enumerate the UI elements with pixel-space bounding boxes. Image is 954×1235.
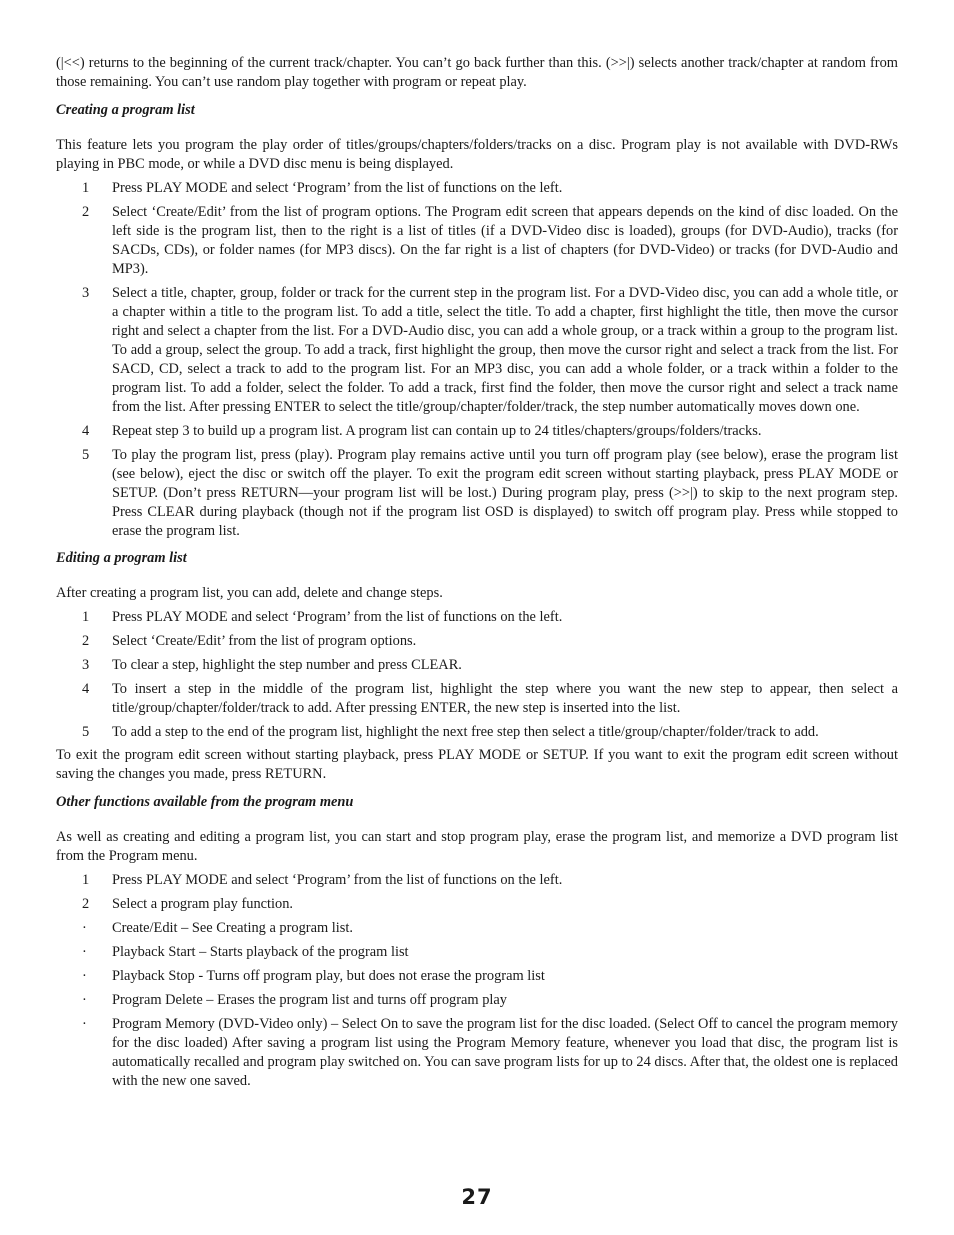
list-item-text: Playback Start – Starts playback of the program list bbox=[112, 944, 409, 960]
section-creating bbox=[56, 101, 898, 541]
list-item-marker: 2 bbox=[82, 896, 90, 912]
list-item-text: Select a program play function. bbox=[112, 896, 294, 912]
list-item-text: Program Memory (DVD-Video only) – Select On to save the program list for the disc loaded. (Select Off to cancel the program memory for the disc loaded) After saving a program list using the Program Memory feature, whenever you load that disc, the program list is automatically recalled and program play switched on. You can save program lists for up to 24 discs. After that, the oldest one is replaced with the new one saved. bbox=[112, 1016, 898, 1089]
list-item-marker: 3 bbox=[82, 285, 90, 301]
list-item-marker: 3 bbox=[82, 657, 90, 673]
list-item-text: Select ‘Create/Edit’ from the list of program options. The Program edit screen that appears depends on the kind of disc loaded. On the left side is the program list, then to the right is a list of titles (if a DVD-Video disc is loaded), groups (for DVD-Audio), tracks (for SACDs, CDs), or folder names (for MP3 discs). On the far right is a list of chapters (for DVD-Video) or tracks (for DVD-Audio and MP3). bbox=[112, 204, 898, 277]
section-heading: Other functions available from the program menu bbox=[56, 794, 354, 810]
list-item bbox=[56, 680, 898, 718]
section-paragraph: After creating a program list, you can add, delete and change steps. bbox=[56, 585, 443, 601]
list-item-marker: · bbox=[82, 968, 87, 984]
list-item-marker: 1 bbox=[82, 609, 90, 625]
list-item bbox=[56, 991, 898, 1010]
manual-page bbox=[56, 54, 898, 1099]
numbered-list bbox=[56, 871, 898, 914]
list-item bbox=[56, 656, 898, 675]
section-editing bbox=[56, 549, 898, 784]
page-number: 27 bbox=[461, 1185, 493, 1209]
list-item-text: Repeat step 3 to build up a program list. A program list can contain up to 24 titles/chapters/groups/folders/tracks. bbox=[112, 423, 762, 439]
list-item-text: To play the program list, press (play). Program play remains active until you turn off program play (see below), erase the program list (see below), eject the disc or switch off the player. To exit the program edit screen without starting playback, press PLAY MODE or SETUP. (Don’t press RETURN—your program list will be lost.) During program play, press (>>|) to skip to the next program step. Press CLEAR during playback (though not if the program list OSD is displayed) to switch off program play. Press while stopped to erase the program list. bbox=[112, 447, 898, 539]
list-item-marker: · bbox=[82, 1016, 87, 1032]
section-other bbox=[56, 793, 898, 1091]
list-item-text: To insert a step in the middle of the program list, highlight the step where you want the new step to appear, then select a title/group/chapter/folder/track to add. After pressing ENTER, the new step is inserted into the list. bbox=[112, 681, 898, 716]
list-item bbox=[56, 446, 898, 541]
list-item bbox=[56, 723, 898, 742]
list-item-text: Press PLAY MODE and select ‘Program’ from the list of functions on the left. bbox=[112, 180, 563, 196]
list-item-marker: 5 bbox=[82, 724, 90, 740]
list-item-text: To add a step to the end of the program list, highlight the next free step then select a title/group/chapter/folder/track to add. bbox=[112, 724, 819, 740]
section-paragraph: As well as creating and editing a program list, you can start and stop program play, erase the program list, and memorize a DVD program list from the Program menu. bbox=[56, 829, 898, 864]
list-item bbox=[56, 871, 898, 890]
list-item-text: To clear a step, highlight the step number and press CLEAR. bbox=[112, 657, 462, 673]
list-item bbox=[56, 203, 898, 279]
list-item bbox=[56, 608, 898, 627]
list-item-text: Program Delete – Erases the program list and turns off program play bbox=[112, 992, 507, 1008]
list-item-marker: 4 bbox=[82, 681, 90, 697]
numbered-list bbox=[56, 179, 898, 541]
list-item-marker: · bbox=[82, 920, 87, 936]
list-item-marker: · bbox=[82, 944, 87, 960]
list-item-text: Playback Stop - Turns off program play, but does not erase the program list bbox=[112, 968, 545, 984]
list-item-marker: · bbox=[82, 992, 87, 1008]
list-item bbox=[56, 943, 898, 962]
list-item bbox=[56, 967, 898, 986]
list-item bbox=[56, 895, 898, 914]
section-closing-paragraph: To exit the program edit screen without starting playback, press PLAY MODE or SETUP. If you want to exit the program edit screen without saving the changes you made, press RETURN. bbox=[56, 747, 898, 782]
list-item-text: Create/Edit – See Creating a program list. bbox=[112, 920, 353, 936]
list-item-marker: 2 bbox=[82, 204, 90, 220]
numbered-list bbox=[56, 608, 898, 742]
list-item bbox=[56, 284, 898, 417]
bullet-list bbox=[56, 919, 898, 1091]
list-item-text: Select ‘Create/Edit’ from the list of program options. bbox=[112, 633, 417, 649]
list-item bbox=[56, 179, 898, 198]
list-item-text: Press PLAY MODE and select ‘Program’ from the list of functions on the left. bbox=[112, 872, 563, 888]
list-item-marker: 1 bbox=[82, 180, 90, 196]
section-heading: Editing a program list bbox=[56, 550, 187, 566]
intro-paragraph: (|<<) returns to the beginning of the current track/chapter. You can’t go back further than this. (>>|) selects another track/chapter at random from those remaining. You can’t use random play together with program or repeat play. bbox=[56, 55, 898, 90]
list-item bbox=[56, 1015, 898, 1091]
list-item-marker: 4 bbox=[82, 423, 90, 439]
section-paragraph: This feature lets you program the play order of titles/groups/chapters/folders/tracks on a disc. Program play is not available with DVD-RWs playing in PBC mode, or while a DVD disc menu is being displayed. bbox=[56, 137, 898, 172]
list-item-marker: 1 bbox=[82, 872, 90, 888]
section-heading: Creating a program list bbox=[56, 102, 195, 118]
list-item-marker: 5 bbox=[82, 447, 90, 463]
list-item bbox=[56, 632, 898, 651]
list-item-text: Select a title, chapter, group, folder or track for the current step in the program list. For a DVD-Video disc, you can add a whole title, or a chapter within a title to the program list. To add a title, select the title. To add a chapter, first highlight the title, then move the cursor right and select a chapter from the list. For a DVD-Audio disc, you can add a whole group, or a track within a group to the program list. To add a group, select the group. To add a track, first highlight the group, then move the cursor right and select a track from the list. For SACD, CD, select a track to add to the program list. For an MP3 disc, you can add a whole folder, or a track within a folder to the program list. To add a folder, select the folder. To add a track, first find the folder, then move the cursor right and select a track name from the list. After pressing ENTER to select the title/group/chapter/folder/track, the step number automatically moves down one. bbox=[112, 285, 898, 415]
list-item-text: Press PLAY MODE and select ‘Program’ from the list of functions on the left. bbox=[112, 609, 563, 625]
list-item bbox=[56, 919, 898, 938]
list-item-marker: 2 bbox=[82, 633, 90, 649]
list-item bbox=[56, 422, 898, 441]
